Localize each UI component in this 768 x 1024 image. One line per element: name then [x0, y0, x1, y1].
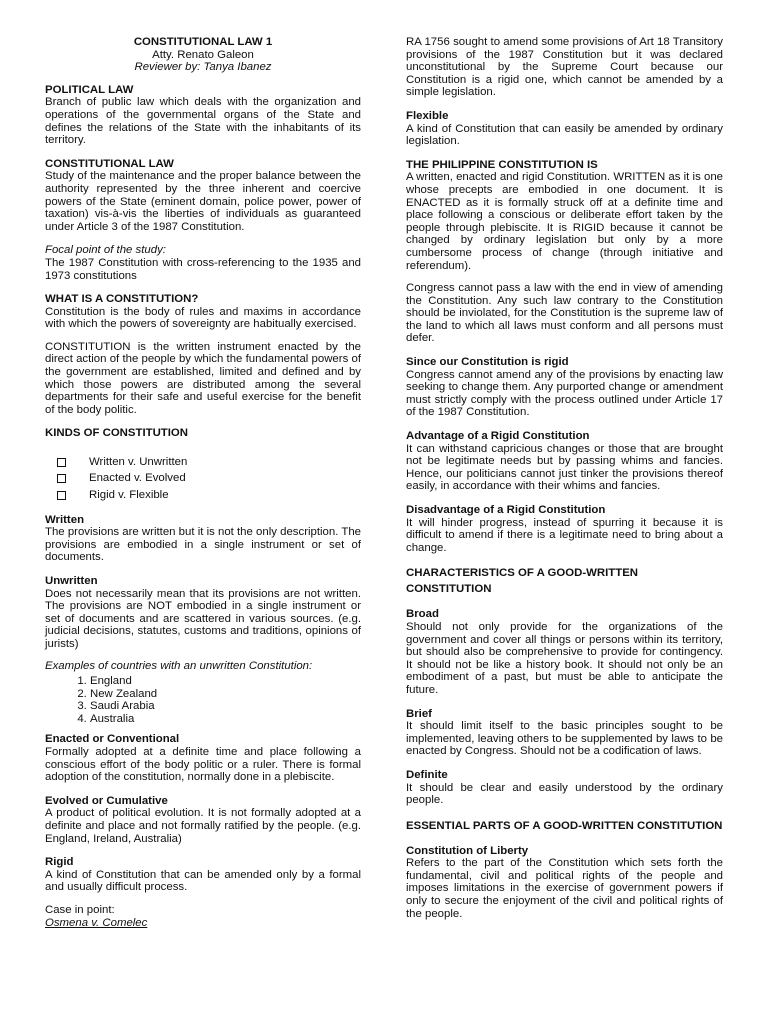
section-liberty	[406, 845, 723, 921]
section-written	[45, 514, 361, 564]
section-body: Constitution is the body of rules and maxims in accordance with which the powers of sovereignty are habitually exercised.	[45, 305, 361, 331]
document-title: CONSTITUTIONAL LAW 1	[133, 36, 273, 48]
section-body: Congress cannot amend any of the provisions by enacting law seeking to change them. Any purported change or amendment must strictly comply with the process outlined under Article 17 of the 1987 Constitution.	[406, 368, 723, 419]
right-column	[406, 36, 723, 920]
section-body: Should not only provide for the organizations of the government and cover all things or persons within its territory, but should also be comprehensive to provide for contingency. It should not be like a history book. It should not only be an embodiment of a past, but must be able to anticipate the future.	[406, 620, 723, 696]
section-body: Refers to the part of the Constitution which sets forth the fundamental, civil and political rights of the people and imposes limitations in the exercise of government powers if only to secure the enjoyment of the civil and political rights of the people.	[406, 857, 723, 920]
section-flexible	[406, 110, 723, 148]
section-body: Does not necessarily mean that its provisions are not written. The provisions are NOT embodied in a single instrument or set of documents and are scattered in various sources. (e.g. judicial decisions, statutes, customs and traditions, opinions of jurists)	[45, 587, 361, 650]
section-body: Study of the maintenance and the proper balance between the authority represented by the three inherent and coercive powers of the State (eminent domain, police power, power of taxation) vis-à-vis the liberties of individuals as guaranteed under Article 3 of the 1987 Constitution.	[45, 170, 361, 233]
section-heading: CONSTITUTIONAL LAW	[45, 157, 174, 170]
section-constitutional-law	[45, 158, 361, 234]
section-body: A product of political evolution. It is not formally adopted at a definite and place and not formally ratified by the people. (e.g. England, Ireland, Australia)	[45, 807, 361, 845]
section-definite	[406, 769, 723, 807]
section-unwritten	[45, 575, 361, 726]
subsection-heading: Definite	[406, 768, 448, 781]
subsection-heading: Flexible	[406, 109, 449, 122]
subsection-heading: Brief	[406, 707, 432, 720]
section-evolved	[45, 795, 361, 845]
section-body: It will hinder progress, instead of spurring it because it is difficult to amend if there is a legitimate need to bring about a change.	[406, 516, 723, 554]
list-item: Written v. Unwritten	[57, 454, 361, 471]
countries-list	[45, 675, 361, 725]
section-brief	[406, 708, 723, 758]
case-label: Case in point:	[45, 903, 115, 916]
kinds-list	[45, 454, 361, 504]
section-body: CONSTITUTION is the written instrument enacted by the direct action of the people by which the fundamental powers of the government are established, limited and defined and by which those powers are distributed among the several departments for their safe and useful exercise for the benefit of the body politic.	[45, 340, 361, 416]
focal-label: Focal point of the study:	[45, 244, 166, 257]
checkbox-icon	[57, 474, 66, 483]
section-heading: CHARACTERISTICS OF A GOOD-WRITTEN CONSTITUTION	[406, 567, 639, 596]
list-item: 3. Saudi Arabia	[90, 700, 361, 713]
section-since-rigid	[406, 356, 723, 419]
section-body: A written, enacted and rigid Constitution. WRITTEN as it is one whose precepts are embodied in one document. It is ENACTED as it is formally struck off at a definite time and place following a conscious or deliberate effort taken by the people through plebiscite. It is RIGID because it cannot be changed by ordinary legislation but only by a more cumbersome process of change (through initiative and referendum).	[406, 171, 723, 272]
section-rigid	[45, 856, 361, 929]
subsection-heading: Constitution of Liberty	[406, 844, 529, 857]
section-body: Congress cannot pass a law with the end in view of amending the Constitution. Any such law contrary to the Constitution should be inviolated, for the Constitution is the supreme law of the land to which all laws must conform and all persons must defer.	[406, 282, 723, 345]
section-heading: POLITICAL LAW	[45, 83, 134, 96]
subsection-heading: Written	[45, 513, 85, 526]
author: Atty. Renato Galeon	[152, 48, 254, 61]
reviewer: Reviewer by: Tanya Ibanez	[134, 61, 272, 74]
subsection-heading: Unwritten	[45, 574, 98, 587]
section-enacted	[45, 733, 361, 783]
section-characteristics	[406, 565, 723, 597]
section-heading: THE PHILIPPINE CONSTITUTION IS	[406, 158, 598, 171]
subsection-heading: Since our Constitution is rigid	[406, 356, 569, 369]
section-body: It should be clear and easily understood by the ordinary people.	[406, 781, 723, 807]
section-body: Branch of public law which deals with the organization and operations of the governmental organs of the State and defines the relations of the State with the inhabitants of its territory.	[45, 96, 361, 147]
section-body: The provisions are written but it is not the only description. The provisions are embodied in a single instrument or set of documents.	[45, 526, 361, 564]
document-header	[45, 36, 361, 74]
section-essential-parts	[406, 818, 723, 834]
subsection-heading: Rigid	[45, 856, 74, 869]
case-name: Osmena v. Comelec	[45, 916, 148, 929]
section-heading: WHAT IS A CONSTITUTION?	[45, 293, 199, 306]
checkbox-icon	[57, 458, 66, 467]
list-item: 4. Australia	[90, 713, 361, 726]
section-kinds	[45, 427, 361, 503]
section-advantage	[406, 430, 723, 493]
section-ra1756	[406, 36, 723, 99]
list-item: 2. New Zealand	[90, 688, 361, 701]
subsection-heading: Disadvantage of a Rigid Constitution	[406, 504, 606, 516]
subsection-heading: Advantage of a Rigid Constitution	[406, 430, 590, 443]
section-disadvantage	[406, 504, 723, 554]
focal-body: The 1987 Constitution with cross-referencing to the 1935 and 1973 constitutions	[45, 256, 361, 282]
section-body: A kind of Constitution that can be amended only by a formal and usually difficult process.	[45, 868, 361, 894]
examples-label: Examples of countries with an unwritten Constitution:	[45, 660, 313, 673]
subsection-heading: Evolved or Cumulative	[45, 794, 168, 807]
section-heading: KINDS OF CONSTITUTION	[45, 427, 189, 440]
checkbox-icon	[57, 491, 66, 500]
subsection-heading: Broad	[406, 608, 439, 621]
section-heading: ESSENTIAL PARTS OF A GOOD-WRITTEN CONSTITUTION	[406, 819, 723, 832]
subsection-heading: Enacted or Conventional	[45, 733, 180, 746]
section-body: It can withstand capricious changes or those that are brought not be legitimate needs but by passing whims and fancies. Hence, our politicians cannot just tinker the provisions thereof easily, in accordance with their whims and fancies.	[406, 442, 723, 493]
section-what-is	[45, 293, 361, 416]
section-broad	[406, 608, 723, 696]
section-body: Formally adopted at a definite time and place following a conscious effort of the body politic or a ruler. There is formal adoption of the constitution, normally done in a plebiscite.	[45, 746, 361, 784]
list-item: Rigid v. Flexible	[57, 487, 361, 504]
list-item: Enacted v. Evolved	[57, 471, 361, 488]
section-philippine-constitution	[406, 159, 723, 345]
list-item: 1. England	[90, 675, 361, 688]
section-body: A kind of Constitution that can easily be amended by ordinary legislation.	[406, 122, 723, 148]
section-political-law	[45, 84, 361, 147]
section-body: RA 1756 sought to amend some provisions of Art 18 Transitory provisions of the 1987 Constitution but it was declared unconstitutional by the Supreme Court because our Constitution is a rigid one, which cannot be amended by a simple legislation.	[406, 36, 723, 99]
section-body: It should limit itself to the basic principles sought to be implemented, leaving others to be supplemented by laws to be enacted by Congress. Should not be a codification of laws.	[406, 720, 723, 758]
left-column	[45, 36, 361, 929]
section-focal-point	[45, 244, 361, 282]
